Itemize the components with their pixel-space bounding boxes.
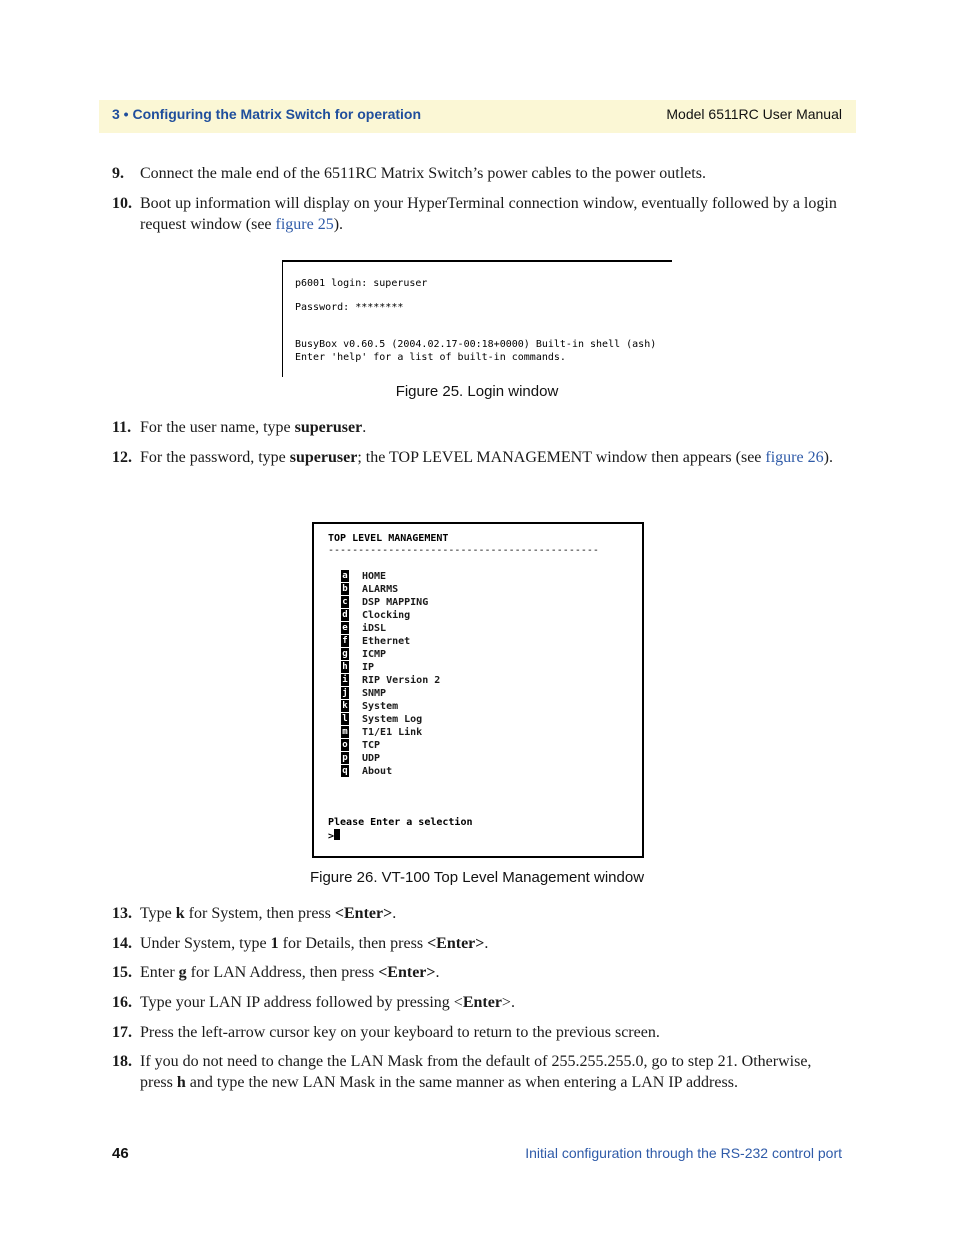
menu-label: UDP [362,753,381,764]
menu-key: d [342,610,348,620]
step-text: Connect the male end of the 6511RC Matrix Switch’s power cables to the power outlets. [140,165,706,182]
menu-key: p [342,753,348,763]
step-text-bold: <Enter> [378,964,436,981]
step-number: 17. [112,1024,132,1041]
step-text-part: for LAN Address, then press [186,964,379,981]
menu-key: q [342,766,348,776]
prompt-prefix: > [328,831,335,842]
step-text-part: Type [140,905,176,922]
step-number: 15. [112,964,132,981]
chapter-title: 3 • Configuring the Matrix Switch for operation [112,106,422,122]
step-text-bold: superuser [294,419,363,436]
step-13 [112,903,842,924]
login-window-screenshot [282,260,672,377]
step-number: 11. [112,419,132,436]
menu-label: ICMP [362,649,387,660]
menu-key: f [342,636,348,646]
terminal-line: p6001 login: superuser [295,278,428,289]
menu-key: b [342,584,348,594]
figure-26-caption: Figure 26. VT-100 Top Level Management window [309,869,645,886]
menu-key: l [342,714,348,724]
step-text-part: for System, then press [184,905,335,922]
step-text-part: ). [823,449,833,466]
menu-label: iDSL [362,623,387,634]
step-18 [112,1051,842,1093]
step-text-part: . [362,419,367,436]
step-text-part: If you do not need to change the LAN Mask from the default of 255.255.255.0, go to step 21. Otherwise, press [140,1053,812,1091]
step-14 [112,933,842,954]
step-text-part: >. [501,994,515,1011]
step-text-part: . [484,935,489,952]
step-text-bold: k [175,905,185,922]
step-text-bold: 1 [270,935,279,952]
step-text [140,1051,842,1093]
step-text-bold: g [178,964,187,981]
step-text-bold: Enter [462,994,502,1011]
step-text [140,992,842,1013]
figure-26-link[interactable]: figure 26 [765,449,824,466]
menu-label: TCP [362,740,381,751]
step-text [140,417,842,438]
step-number: 13. [112,905,132,922]
terminal-title: TOP LEVEL MANAGEMENT [328,533,449,544]
step-text-part: . [435,964,440,981]
step-number: 12. [112,449,132,466]
menu-label: Clocking [362,610,411,621]
terminal-line: Enter 'help' for a list of built-in commands. [295,352,566,363]
terminal-line: Password: ******** [295,302,404,313]
step-text [140,933,842,954]
menu-key: h [342,662,348,672]
terminal-rule: --------------------------------------------- [328,545,599,556]
step-text-part: Boot up information will display on your HyperTerminal connection window, eventually followed by a login request window (see [140,195,837,233]
step-number: 9. [112,165,124,182]
step-text: Press the left-arrow cursor key on your keyboard to return to the previous screen. [140,1024,660,1041]
step-text-bold: superuser [289,449,358,466]
step-number: 18. [112,1053,132,1070]
menu-key: a [342,571,348,581]
menu-label: HOME [362,571,387,582]
page-number: 46 [112,1145,129,1162]
menu-label: Ethernet [362,636,411,647]
step-10 [112,193,842,235]
step-number: 10. [112,195,132,212]
step-16 [112,992,842,1013]
step-text-part: ). [333,216,344,233]
menu-key: k [342,701,348,711]
menu-label: DSP MAPPING [362,597,429,608]
menu-key: m [342,727,348,737]
command-line [328,829,340,843]
menu-label: SNMP [362,688,387,699]
menu-label: System Log [362,714,423,725]
step-11 [112,417,842,438]
menu-key: e [342,623,348,633]
selection-prompt: Please Enter a selection [328,817,473,828]
step-text-part: Under System, type [140,935,271,952]
step-text [140,447,842,468]
menu-label: RIP Version 2 [362,675,441,686]
step-17 [112,1022,842,1043]
text-cursor [334,829,340,840]
step-text-part: Type your LAN IP address followed by pressing < [140,994,463,1011]
running-header [99,100,856,133]
menu-key: o [342,740,348,750]
step-number: 14. [112,935,132,952]
step-text [140,193,842,235]
step-text-bold: <Enter> [427,935,485,952]
menu-label: ALARMS [362,584,399,595]
step-15 [112,962,842,983]
step-text-part: ; the TOP LEVEL MANAGEMENT window then appears (see [357,449,766,466]
menu-label: About [362,766,393,777]
step-text-bold: h [176,1074,186,1091]
menu-label: T1/E1 Link [362,727,423,738]
step-9 [112,163,842,184]
step-text-part: Enter [140,964,179,981]
top-level-management-screenshot [312,522,644,858]
menu-key: i [342,675,348,685]
menu-key: j [342,688,348,698]
step-text-bold: <Enter> [334,905,393,922]
step-text [140,903,842,924]
step-12 [112,447,842,468]
step-text-part: for Details, then press [278,935,428,952]
menu-key: c [342,597,348,607]
menu-label: System [362,701,399,712]
manual-title: Model 6511RC User Manual [666,106,842,122]
step-number: 16. [112,994,132,1011]
step-text-part: and type the new LAN Mask in the same manner as when entering a LAN IP address. [185,1074,738,1091]
step-text-part: . [392,905,397,922]
step-text [140,962,842,983]
terminal-line: BusyBox v0.60.5 (2004.02.17-00:18+0000) Built-in shell (ash) [295,339,657,350]
figure-25-link[interactable]: figure 25 [275,216,334,233]
menu-key: g [342,649,348,659]
step-text-part: For the password, type [140,449,290,466]
figure-25-caption: Figure 25. Login window [395,383,559,400]
menu-label: IP [362,662,375,673]
step-text-part: For the user name, type [140,419,295,436]
footer-section-link[interactable]: Initial configuration through the RS-232 control port [525,1145,842,1161]
